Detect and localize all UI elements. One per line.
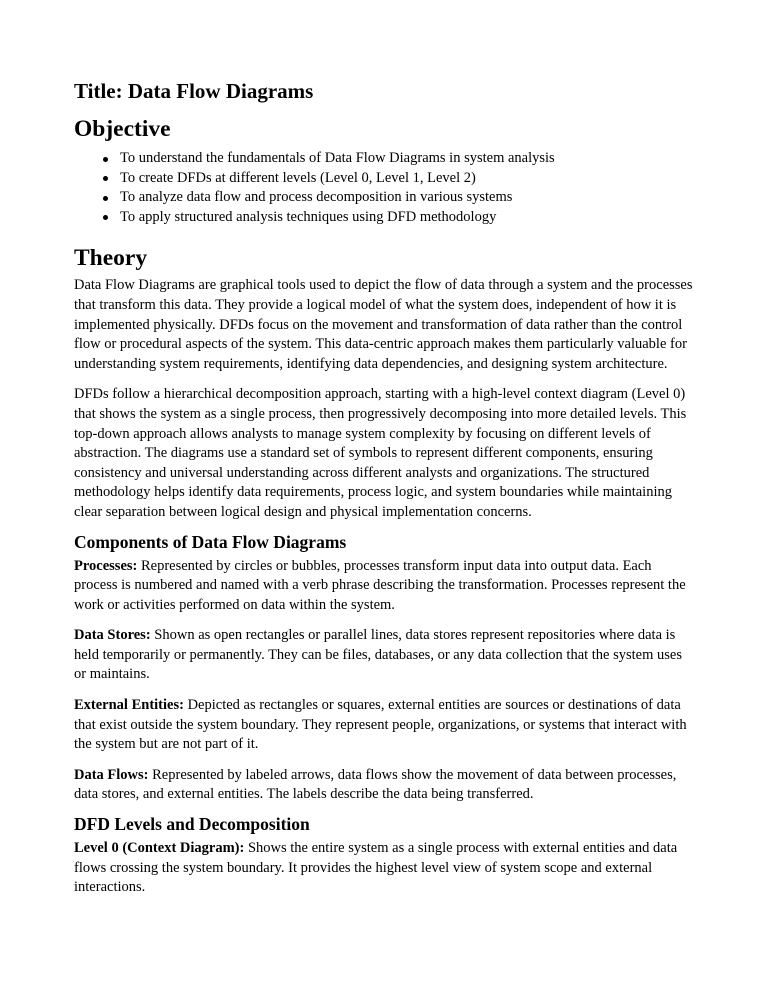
component-definition <box>74 626 696 685</box>
component-term: Data Stores: <box>74 627 151 644</box>
components-heading: Components of Data Flow Diagrams <box>74 531 347 552</box>
document-title: Title: Data Flow Diagrams <box>74 79 314 103</box>
theory-heading: Theory <box>74 245 148 272</box>
component-description: Represented by circles or bubbles, processes transform input data into output data. Each process is numbered and named with a verb phrase describing the transformation. Processes represent the work or activities performed on data within the system. <box>74 557 686 613</box>
component-term: Processes: <box>74 557 138 574</box>
objective-item: To apply structured analysis techniques using DFD methodology <box>120 208 696 228</box>
levels-heading: DFD Levels and Decomposition <box>74 814 310 835</box>
component-term: Data Flows: <box>74 766 149 783</box>
objective-item: To create DFDs at different levels (Level 0, Level 1, Level 2) <box>120 169 696 189</box>
document-page <box>74 78 696 898</box>
objective-list <box>74 149 696 227</box>
theory-paragraph: Data Flow Diagrams are graphical tools used to depict the flow of data through a system and the processes that transform this data. They provide a logical model of what the system does, independent of how it is implemented physically. DFDs focus on the movement and transformation of data rather than the control flow or procedural aspects of the system. This data-centric approach makes them particularly valuable for understanding system requirements, identifying data dependencies, and designing system architecture. <box>74 277 693 372</box>
component-description: Shown as open rectangles or parallel lines, data stores represent repositories where data is held temporarily or permanently. They can be files, databases, or any data collection that the system uses or maintains. <box>74 627 682 683</box>
level-description: Shows the entire system as a single process with external entities and data flows crossing the system boundary. It provides the highest level view of system scope and external interactions. <box>74 840 678 896</box>
component-definition <box>74 696 696 755</box>
level-definition <box>74 839 696 898</box>
objective-item: To understand the fundamentals of Data Flow Diagrams in system analysis <box>120 149 696 169</box>
component-term: External Entities: <box>74 697 184 714</box>
objective-item: To analyze data flow and process decomposition in various systems <box>120 188 696 208</box>
level-term: Level 0 (Context Diagram): <box>74 840 245 857</box>
objective-heading: Objective <box>74 116 171 142</box>
component-definition <box>74 557 696 616</box>
component-description: Represented by labeled arrows, data flows show the movement of data between processes, data stores, and external entities. The labels describe the data being transferred. <box>74 766 677 803</box>
component-definition <box>74 766 696 805</box>
component-description: Depicted as rectangles or squares, external entities are sources or destinations of data that exist outside the system boundary. They represent people, organizations, or systems that interact with the system but are not part of it. <box>74 697 687 753</box>
theory-paragraph: DFDs follow a hierarchical decomposition approach, starting with a high-level context diagram (Level 0) that shows the system as a single process, then progressively decomposing into more detailed levels. This top-down approach allows analysts to manage system complexity by focusing on different levels of abstraction. The diagrams use a standard set of symbols to represent different components, ensuring consistency and universal understanding across different analysts and organizations. The structured methodology helps identify data requirements, process logic, and system boundaries while maintaining clear separation between logical design and physical implementation concerns. <box>74 386 687 520</box>
